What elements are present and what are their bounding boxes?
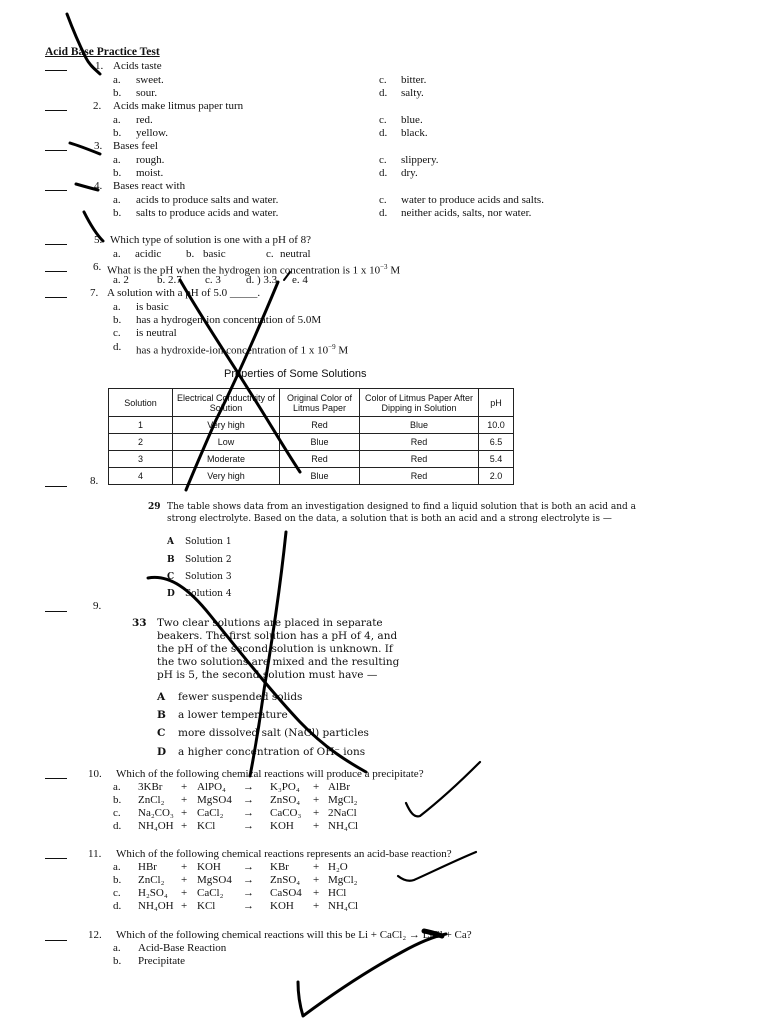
q2-a-label: a. bbox=[113, 114, 121, 126]
answer-blank-3[interactable] bbox=[45, 150, 67, 151]
q10-number: 10. bbox=[88, 768, 102, 780]
q10-reaction-p1: + bbox=[181, 794, 188, 806]
q1-number: 1. bbox=[95, 60, 104, 72]
q12-b-label: b. bbox=[113, 955, 122, 967]
answer-blank-12[interactable] bbox=[45, 940, 67, 941]
q10-reaction-ar: → bbox=[243, 794, 254, 806]
q11-reaction-ar: → bbox=[243, 861, 254, 873]
q9-opt-text: more dissolved salt (NaCl) particles bbox=[178, 727, 369, 739]
q11-reaction-r2: MgSO4 bbox=[197, 874, 232, 886]
q11-reaction-r1: NH₄OH bbox=[138, 900, 174, 912]
table-title: Properties of Some Solutions bbox=[224, 368, 367, 380]
answer-blank-7[interactable] bbox=[45, 297, 67, 298]
q4-a-text: acids to produce salts and water. bbox=[136, 194, 279, 206]
q4-c-label: c. bbox=[379, 194, 387, 206]
q9-opt-letter: B bbox=[157, 709, 166, 721]
q7-b-label: b. bbox=[113, 314, 122, 326]
answer-blank-5[interactable] bbox=[45, 244, 67, 245]
q7-d-text: has a hydroxide-ion concentration of 1 x 10 bbox=[136, 344, 329, 357]
q10-reaction-l: c. bbox=[113, 807, 121, 819]
cell-conductivity: Very high bbox=[173, 468, 280, 485]
q6-b: b. 2.7 bbox=[157, 274, 182, 286]
q10-reaction-l: d. bbox=[113, 820, 122, 832]
header-original-color: Original Color of Litmus Paper bbox=[280, 389, 360, 417]
q8-opt-text: Solution 1 bbox=[185, 537, 232, 547]
q4-d-label: d. bbox=[379, 207, 388, 219]
q12-b-text: Precipitate bbox=[138, 955, 186, 967]
cell-ph: 10.0 bbox=[479, 417, 514, 434]
q10-reaction-p_2: 2NaCl bbox=[328, 807, 357, 819]
q10-reaction-p2: + bbox=[313, 794, 320, 806]
q7-text: A solution with a pH of 5.0 _____. bbox=[107, 287, 261, 299]
q1-d-label: d. bbox=[379, 87, 388, 99]
q12-number: 12. bbox=[88, 929, 102, 941]
q10-reaction-p_2: AlBr bbox=[328, 781, 350, 793]
q10-reaction-p2: + bbox=[313, 781, 320, 793]
q10-reaction-ar: → bbox=[243, 820, 254, 832]
q4-number: 4. bbox=[94, 180, 103, 192]
q9-text-line: the two solutions are mixed and the resulting bbox=[157, 656, 400, 668]
q11-reaction-p1: + bbox=[181, 900, 188, 912]
q8-number: 8. bbox=[90, 475, 99, 487]
q9-opt-letter: A bbox=[157, 691, 166, 703]
q2-c-label: c. bbox=[379, 114, 387, 126]
q7-c-label: c. bbox=[113, 327, 121, 339]
q5-b-label: b. bbox=[186, 248, 195, 260]
q10-reaction-r2: KCl bbox=[197, 820, 216, 832]
cell-solution: 3 bbox=[109, 451, 173, 468]
table-row bbox=[109, 468, 514, 485]
q11-reaction-p2: + bbox=[313, 861, 320, 873]
q1-c-text: bitter. bbox=[401, 74, 427, 86]
q1-c-label: c. bbox=[379, 74, 387, 86]
q8-item-number: 29 bbox=[148, 502, 161, 512]
cell-ph: 6.5 bbox=[479, 434, 514, 451]
q11-reaction-p_2: HCl bbox=[328, 887, 347, 899]
q8-text-line2: strong electrolyte. Based on the data, a solution that is both an acid and a strong electrolyte is — bbox=[167, 514, 612, 524]
cell-solution: 4 bbox=[109, 468, 173, 485]
q2-text: Acids make litmus paper turn bbox=[113, 100, 244, 112]
cell-original-color: Blue bbox=[280, 434, 360, 451]
q9-text-line: the pH of the second solution is unknown. If bbox=[157, 643, 393, 655]
q10-reaction-r1: ZnCl₂ bbox=[138, 794, 165, 806]
page-title: Acid Base Practice Test bbox=[45, 46, 160, 58]
q9-item-number: 33 bbox=[132, 617, 147, 629]
q10-reaction-p2: + bbox=[313, 820, 320, 832]
q8-opt-letter: A bbox=[167, 537, 174, 547]
q11-reaction-p2: + bbox=[313, 874, 320, 886]
q11-reaction-p1: + bbox=[181, 861, 188, 873]
q11-reaction-l: a. bbox=[113, 861, 121, 873]
q10-text: Which of the following chemical reactions will produce a precipitate? bbox=[116, 768, 424, 780]
q9-opt-text: a higher concentration of OH⁻ ions bbox=[178, 746, 366, 758]
q9-opt-text: a lower temperature bbox=[178, 709, 288, 721]
q9-text-line: pH is 5, the second solution must have — bbox=[157, 669, 378, 681]
q12-a-label: a. bbox=[113, 942, 121, 954]
q1-a-label: a. bbox=[113, 74, 121, 86]
header-ph: pH bbox=[479, 389, 514, 417]
q3-b-label: b. bbox=[113, 167, 122, 179]
answer-blank-2[interactable] bbox=[45, 110, 67, 111]
cell-after-color: Red bbox=[360, 434, 479, 451]
q11-reaction-p_1: ZnSO₄ bbox=[270, 874, 301, 886]
q7-number: 7. bbox=[90, 287, 99, 299]
q10-reaction-l: a. bbox=[113, 781, 121, 793]
table-row bbox=[109, 417, 514, 434]
answer-blank-10[interactable] bbox=[45, 778, 67, 779]
q10-reaction-r2: CaCl₂ bbox=[197, 807, 224, 819]
q11-reaction-p1: + bbox=[181, 887, 188, 899]
q10-reaction-p2: + bbox=[313, 807, 320, 819]
cell-original-color: Blue bbox=[280, 468, 360, 485]
q7-b-text: has a hydrogen-ion concentration of 5.0M bbox=[136, 314, 322, 326]
q5-a-text: acidic bbox=[135, 248, 162, 260]
q11-reaction-r1: ZnCl₂ bbox=[138, 874, 165, 886]
q3-a-label: a. bbox=[113, 154, 121, 166]
q9-text-line: beakers. The first solution has a pH of 4, and bbox=[157, 630, 398, 642]
q9-opt-text: fewer suspended solids bbox=[178, 691, 303, 703]
q12-check-mark bbox=[298, 934, 446, 1016]
header-conductivity: Electrical Conductivity of Solution bbox=[173, 389, 280, 417]
q10-reaction-l: b. bbox=[113, 794, 122, 806]
q7-a-label: a. bbox=[113, 301, 121, 313]
q1-b-text: sour. bbox=[136, 87, 158, 99]
q9-text-line: Two clear solutions are placed in separate bbox=[157, 617, 383, 629]
q10-reaction-r1: Na₂CO₃ bbox=[138, 807, 174, 819]
q3-b-text: moist. bbox=[136, 167, 164, 179]
q8-opt-text: Solution 2 bbox=[185, 555, 232, 565]
q4-a-label: a. bbox=[113, 194, 121, 206]
answer-blank-8[interactable] bbox=[45, 486, 67, 487]
q11-reaction-ar: → bbox=[243, 887, 254, 899]
q11-reaction-r1: H₂SO₄ bbox=[138, 887, 168, 899]
q6-unit: M bbox=[387, 264, 401, 277]
header-after-color: Color of Litmus Paper After Dipping in Solution bbox=[360, 389, 479, 417]
q7-d-exponent: −9 bbox=[328, 343, 336, 351]
q7-d-option bbox=[136, 341, 348, 358]
q2-number: 2. bbox=[93, 100, 102, 112]
q10-reaction-p_1: ZnSO₄ bbox=[270, 794, 301, 806]
cell-after-color: Red bbox=[360, 468, 479, 485]
q4-b-text: salts to produce acids and water. bbox=[136, 207, 279, 219]
q11-reaction-p_1: KBr bbox=[270, 861, 289, 873]
q4-b-label: b. bbox=[113, 207, 122, 219]
cell-solution: 1 bbox=[109, 417, 173, 434]
q8-opt-text: Solution 3 bbox=[185, 572, 232, 582]
q6-c: c. 3 bbox=[205, 274, 221, 286]
q3-c-label: c. bbox=[379, 154, 387, 166]
q11-reaction-r2: CaCl₂ bbox=[197, 887, 224, 899]
q8-opt-letter: C bbox=[167, 572, 175, 582]
q12-text: Which of the following chemical reactions will this be Li + CaCl₂ → LiCl + Ca? bbox=[116, 929, 472, 941]
q11-reaction-r2: KOH bbox=[197, 861, 221, 873]
q10-reaction-p1: + bbox=[181, 807, 188, 819]
q3-c-text: slippery. bbox=[401, 154, 439, 166]
cell-conductivity: Moderate bbox=[173, 451, 280, 468]
q5-c-label: c. bbox=[266, 248, 274, 260]
q4-text: Bases react with bbox=[113, 180, 186, 192]
q10-reaction-p_1: K₃PO₄ bbox=[270, 781, 300, 793]
q8-text-line1: The table shows data from an investigation designed to find a liquid solution that is both an acid and a bbox=[167, 502, 637, 512]
q11-reaction-p2: + bbox=[313, 900, 320, 912]
q1-text: Acids taste bbox=[113, 60, 162, 72]
q7-d-label: d. bbox=[113, 341, 122, 353]
q10-reaction-ar: → bbox=[243, 807, 254, 819]
cell-original-color: Red bbox=[280, 451, 360, 468]
header-solution: Solution bbox=[109, 389, 173, 417]
q10-reaction-r2: AlPO₄ bbox=[197, 781, 226, 793]
q3-d-label: d. bbox=[379, 167, 388, 179]
q5-text: Which type of solution is one with a pH of 8? bbox=[110, 234, 312, 246]
q3-text: Bases feel bbox=[113, 140, 158, 152]
q11-reaction-l: b. bbox=[113, 874, 122, 886]
q6-number: 6. bbox=[93, 261, 102, 273]
cell-after-color: Blue bbox=[360, 417, 479, 434]
q10-reaction-p1: + bbox=[181, 820, 188, 832]
q10-reaction-r1: 3KBr bbox=[138, 781, 163, 793]
q5-c-text: neutral bbox=[280, 248, 311, 260]
q9-opt-letter: C bbox=[157, 727, 166, 739]
cell-ph: 5.4 bbox=[479, 451, 514, 468]
q6-e: e. 4 bbox=[292, 274, 308, 286]
q8-opt-letter: B bbox=[167, 555, 175, 565]
q10-reaction-r2: MgSO4 bbox=[197, 794, 232, 806]
q2-d-label: d. bbox=[379, 127, 388, 139]
q2-b-text: yellow. bbox=[136, 127, 168, 139]
q11-reaction-ar: → bbox=[243, 874, 254, 886]
q2-d-text: black. bbox=[401, 127, 428, 139]
q10-reaction-p_2: NH₄Cl bbox=[328, 820, 359, 832]
q10-reaction-ar: → bbox=[243, 781, 254, 793]
cell-original-color: Red bbox=[280, 417, 360, 434]
q7-a-text: is basic bbox=[136, 301, 169, 313]
q11-reaction-ar: → bbox=[243, 900, 254, 912]
q7-d-unit: M bbox=[335, 344, 349, 357]
q4-c-text: water to produce acids and salts. bbox=[401, 194, 544, 206]
q6-exponent: −3 bbox=[380, 263, 388, 271]
q4-d-text: neither acids, salts, nor water. bbox=[401, 207, 532, 219]
q11-text: Which of the following chemical reactions represents an acid-base reaction? bbox=[116, 848, 452, 860]
q12-a-text: Acid-Base Reaction bbox=[138, 942, 227, 954]
cell-solution: 2 bbox=[109, 434, 173, 451]
q11-number: 11. bbox=[88, 848, 102, 860]
properties-table bbox=[108, 388, 514, 485]
q6-a: a. 2 bbox=[113, 274, 129, 286]
q6-d: d. ) 3.3 bbox=[246, 274, 278, 286]
q5-a-label: a. bbox=[113, 248, 121, 260]
q11-reaction-p_1: KOH bbox=[270, 900, 294, 912]
q10-reaction-r1: NH₄OH bbox=[138, 820, 174, 832]
q11-reaction-r2: KCl bbox=[197, 900, 216, 912]
q7-c-text: is neutral bbox=[136, 327, 177, 339]
q8-opt-letter: D bbox=[167, 589, 175, 599]
q11-reaction-p_1: CaSO4 bbox=[270, 887, 302, 899]
table-row bbox=[109, 434, 514, 451]
q5-b-text: basic bbox=[203, 248, 226, 260]
answer-blank-9[interactable] bbox=[45, 611, 67, 612]
q1-d-text: salty. bbox=[401, 87, 424, 99]
answer-blank-11[interactable] bbox=[45, 858, 67, 859]
q3-d-text: dry. bbox=[401, 167, 418, 179]
table-header-row bbox=[109, 389, 514, 417]
q1-a-text: sweet. bbox=[136, 74, 164, 86]
cell-ph: 2.0 bbox=[479, 468, 514, 485]
q11-reaction-l: c. bbox=[113, 887, 121, 899]
q11-reaction-p1: + bbox=[181, 874, 188, 886]
q10-reaction-p_1: CaCO₃ bbox=[270, 807, 302, 819]
q1-b-label: b. bbox=[113, 87, 122, 99]
table-row bbox=[109, 451, 514, 468]
q2-b-label: b. bbox=[113, 127, 122, 139]
q10-reaction-p1: + bbox=[181, 781, 188, 793]
cell-conductivity: Very high bbox=[173, 417, 280, 434]
q9-opt-letter: D bbox=[157, 746, 167, 758]
answer-blank-6[interactable] bbox=[45, 271, 67, 272]
q9-number: 9. bbox=[93, 600, 102, 612]
q10-reaction-p_2: MgCl₂ bbox=[328, 794, 358, 806]
cell-after-color: Red bbox=[360, 451, 479, 468]
q3-number: 3. bbox=[94, 140, 103, 152]
q11-reaction-p_2: NH₄Cl bbox=[328, 900, 359, 912]
q11-reaction-p_2: H₂O bbox=[328, 861, 348, 873]
q6-text: What is the pH when the hydrogen ion concentration is 1 x 10 bbox=[107, 264, 381, 277]
answer-blank-4[interactable] bbox=[45, 190, 67, 191]
q11-reaction-r1: HBr bbox=[138, 861, 157, 873]
q11-reaction-p2: + bbox=[313, 887, 320, 899]
q5-number: 5. bbox=[94, 234, 103, 246]
q2-c-text: blue. bbox=[401, 114, 423, 126]
q3-a-text: rough. bbox=[136, 154, 165, 166]
q11-reaction-p_2: MgCl₂ bbox=[328, 874, 358, 886]
cell-conductivity: Low bbox=[173, 434, 280, 451]
answer-blank-1[interactable] bbox=[45, 70, 67, 71]
q11-reaction-l: d. bbox=[113, 900, 122, 912]
q2-a-text: red. bbox=[136, 114, 153, 126]
q8-opt-text: Solution 4 bbox=[185, 589, 232, 599]
q10-reaction-p_1: KOH bbox=[270, 820, 294, 832]
